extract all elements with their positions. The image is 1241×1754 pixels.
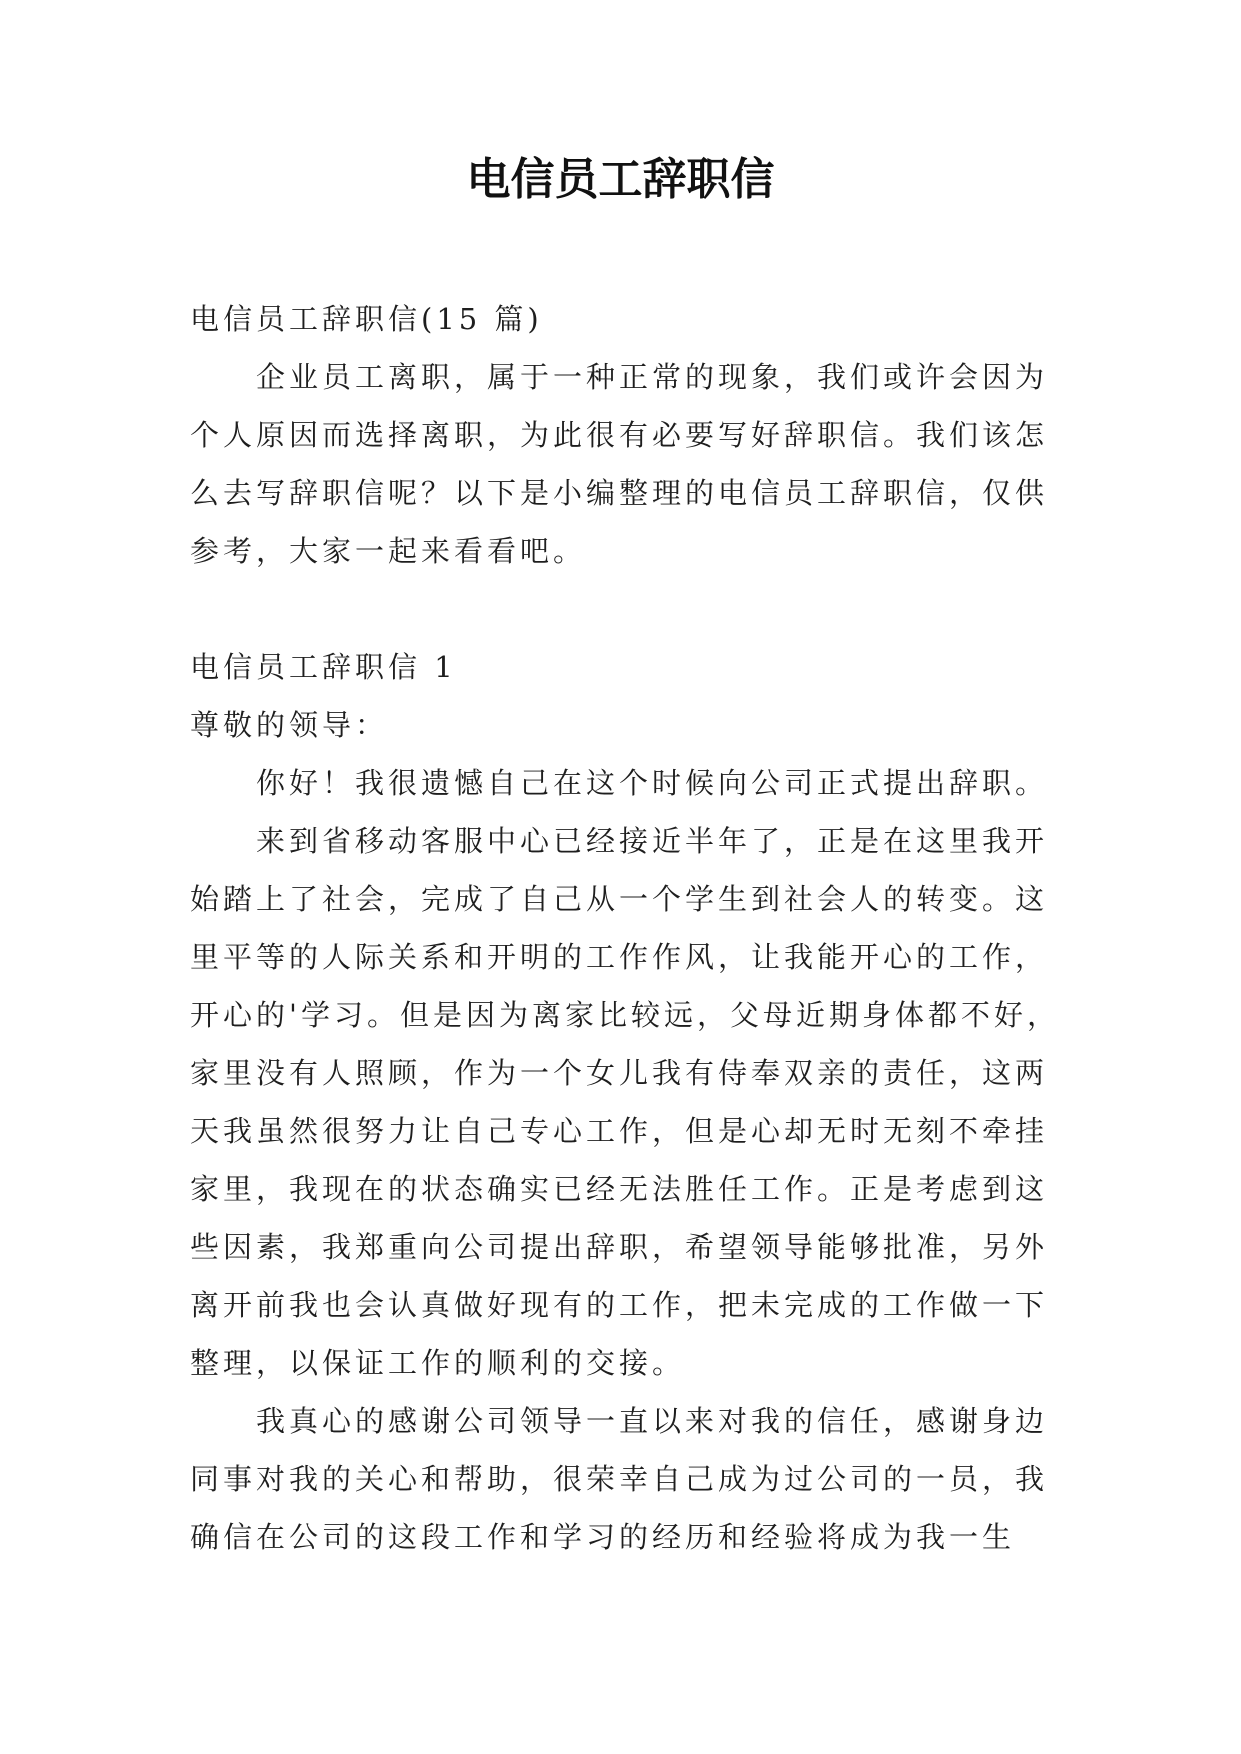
paragraph-gap <box>190 580 1070 638</box>
letter-para2-line: 我真心的感谢公司领导一直以来对我的信任，感谢身边 <box>256 1404 1049 1438</box>
letter-para2-line: 同事对我的关心和帮助，很荣幸自己成为过公司的一员，我 <box>190 1462 1049 1496</box>
letter-para1-line: 家里，我现在的状态确实已经无法胜任工作。正是考虑到这 <box>190 1172 1049 1206</box>
intro-line: 个人原因而选择离职，为此很有必要写好辞职信。我们该怎 <box>190 418 1049 452</box>
document-title: 电信员工辞职信 <box>466 154 775 205</box>
letter-para1-line: 家里没有人照顾，作为一个女儿我有侍奉双亲的责任，这两 <box>190 1056 1049 1090</box>
letter-para1-line: 开心的'学习。但是因为离家比较远，父母近期身体都不好， <box>190 998 1060 1032</box>
letter-para1-line: 里平等的人际关系和开明的工作作风，让我能开心的工作， <box>190 940 1049 974</box>
letter-greeting: 你好！我很遗憾自己在这个时候向公司正式提出辞职。 <box>256 766 1049 800</box>
letter-para1-line: 天我虽然很努力让自己专心工作，但是心却无时无刻不牵挂 <box>190 1114 1049 1148</box>
subtitle: 电信员工辞职信(15 篇) <box>190 302 543 336</box>
letter-para1-line: 整理，以保证工作的顺利的交接。 <box>190 1346 686 1380</box>
document-body <box>190 290 1070 1566</box>
intro-line: 企业员工离职，属于一种正常的现象，我们或许会因为 <box>256 360 1049 394</box>
letter-para1-line: 来到省移动客服中心已经接近半年了，正是在这里我开 <box>256 824 1049 858</box>
letter-para1-line: 离开前我也会认真做好现有的工作，把未完成的工作做一下 <box>190 1288 1049 1322</box>
intro-line: 参考，大家一起来看看吧。 <box>190 534 587 568</box>
letter-heading: 电信员工辞职信 1 <box>190 650 457 684</box>
intro-line: 么去写辞职信呢？以下是小编整理的电信员工辞职信，仅供 <box>190 476 1049 510</box>
letter-para2-line: 确信在公司的这段工作和学习的经历和经验将成为我一生 <box>190 1520 1016 1554</box>
letter-para1-line: 始踏上了社会，完成了自己从一个学生到社会人的转变。这 <box>190 882 1049 916</box>
letter-salutation: 尊敬的领导： <box>190 708 389 742</box>
letter-para1-line: 些因素，我郑重向公司提出辞职，希望领导能够批准，另外 <box>190 1230 1049 1264</box>
